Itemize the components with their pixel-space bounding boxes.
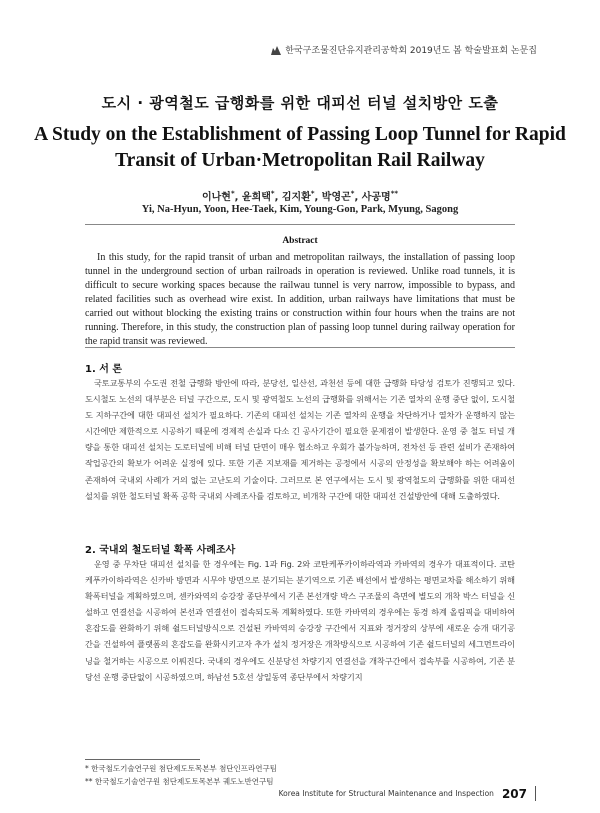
abstract-body	[85, 251, 515, 349]
header-text: 한국구조물진단유지관리공학회 2019년도 봄 학술발표회 논문집	[285, 46, 537, 56]
footer-organization: Korea Institute for Structural Maintenance and Inspection	[278, 789, 494, 798]
author-mark: *	[270, 189, 275, 198]
section2-body	[85, 556, 515, 685]
abstract-heading: Abstract	[282, 236, 318, 246]
author-name: 박영곤	[321, 192, 351, 203]
section2-heading: 2. 국내외 철도터널 확폭 사례조사	[85, 545, 236, 556]
footnotes	[85, 762, 515, 788]
author-mark: *	[310, 189, 315, 198]
section1-paragraph: 국토교통부의 수도권 전철 급행화 방안에 따라, 분당선, 일산선, 과천선 등에 대한 급행화 타당성 검토가 진행되고 있다. 도시철도 노선의 대부분은 터널 구간으로, 도시 및 광역철도 노선의 급행화를 위해서는 기존 열차의 운행 중단 없이, 도시철도 지하구간에 대한 대피선 설치가 필요하다. 기존의 대피선 설치는 기존 열차의 운행을 차단하거나 열차가 운행하지 않는 시간에만 제한적으로 시공하기 때문에 경제적 손실과 다소 긴 공사기간이 필요한 문제점이 발생한다. 운영 중 철도 터널 개량을 통한 대피선 설치는 도로터널에 비해 터널 단면이 매우 협소하고 우회가 불가능하며, 전차선 등 관련 설비가 존재하여 작업공간의 확보가 어려운 실정에 있다. 또한 기존 지보재를 제거하는 공정에서 시공의 안정성을 확보해야 하는 어려움이 존재하여 국내외 사례가 거의 없는 고난도의 기술이다. 그러므로 본 연구에서는 도시 및 광역철도의 급행화를 위한 대피선 설치를 위한 철도터널 확폭 공학 국내외 사례조사를 검토하고, 비개착 구간에 대한 대피선 건설방안에 대해 도출하였다.	[85, 378, 515, 501]
running-header	[271, 43, 537, 56]
title-korean: 도시 · 광역철도 급행화를 위한 대피선 터널 설치방안 도출	[101, 94, 499, 112]
footer-divider	[535, 786, 536, 801]
title-english-line1: A Study on the Establishment of Passing Loop Tunnel for Rapid	[34, 124, 566, 145]
section1-body	[85, 375, 515, 504]
footnote-1: * 한국철도기술연구원 첨단제도토목본부 첨단인프라연구팀	[85, 764, 278, 773]
author-name: 김지환	[281, 192, 311, 203]
author-mark: *	[350, 189, 355, 198]
page-number: 207	[501, 786, 527, 801]
footnote-2: ** 한국철도기술연구원 첨단제도토목본부 궤도노반연구팀	[85, 777, 274, 786]
section2-paragraph: 운영 중 무차단 대피선 설치를 한 경우에는 Fig. 1과 Fig. 2와 코탄케푸카이하라역과 카바역의 경우가 대표적이다. 코탄케푸카이하라역은 신카바 방면과 시무야 방면으로 분기되는 분기역으로 기존 배선에서 발생하는 평면교차를 해소하기 위해 확폭터널을 계획하였으며, 센카와역의 승강장 종단부에서 기존 본선개량 박스 구조물의 측면에 별도의 개착 박스 터널을 신설하고 연결선을 시공하여 본선과 연결선이 접속되도록 계획하였다. 또한 카바역의 경우에는 동경 하계 올림픽을 대비하여 혼잡도를 완화하기 위해 쉴드터널방식으로 건설된 카바역의 승강장 구간에서 지표와 정거장의 상부에 새로운 승개 대기공간을 건설하여 플랫폼의 혼잡도를 완화시키고자 추가 설치 정거장은 개착방식으로 시공하여 기존 쉴드터널의 세그먼트라이닝을 철거하는 시공으로 이뤄진다. 국내의 경우에도 신분당선 차량기지 연결선을 개착구간에서 접속부를 시공하여, 기존 분당선 운행 중단없이 시공하였으며, 하남선 5호선 상일동역 종단부에서 차량기지	[85, 559, 515, 682]
author-name: 이나현	[201, 192, 231, 203]
section1-heading: 1. 서 론	[85, 364, 123, 375]
author-mark: **	[390, 189, 399, 198]
building-icon	[271, 45, 281, 55]
abstract-text: In this study, for the rapid transit of urban and metropolitan railways, the installation of passing loop tunnel in the underground section of urban railroads in operation is reviewed. Unlike road tunnels, it is difficult to secure working spaces because the railwau tunnel is very narrow, impossible to bypass, and related facilities such as overhead wire exist. In addition, urban railways have limitations that must be carried out without blocking the existing trains or construction within four hours when the trains are not running. Therefore, in this study, the construction plan of passing loop tunnel during railway operation for the rapid transit was reviewed.	[85, 252, 515, 347]
authors-english: Yi, Na-Hyun, Yoon, Hee-Taek, Kim, Young-Gon, Park, Myung, Sagong	[141, 204, 459, 215]
title-english-line2: Transit of Urban·Metropolitan Rail Railway	[115, 150, 485, 171]
author-name: 사공명	[361, 192, 391, 203]
abstract-top-rule	[85, 224, 515, 225]
authors-korean: 이나현*, 윤희택*, 김지환*, 박영곤*, 사공명**	[201, 189, 399, 203]
title-english	[0, 122, 600, 174]
footnote-rule	[85, 759, 200, 760]
author-name: 윤희택	[241, 192, 271, 203]
author-mark: *	[230, 189, 235, 198]
page-footer	[279, 786, 536, 801]
abstract-bottom-rule	[85, 347, 515, 348]
